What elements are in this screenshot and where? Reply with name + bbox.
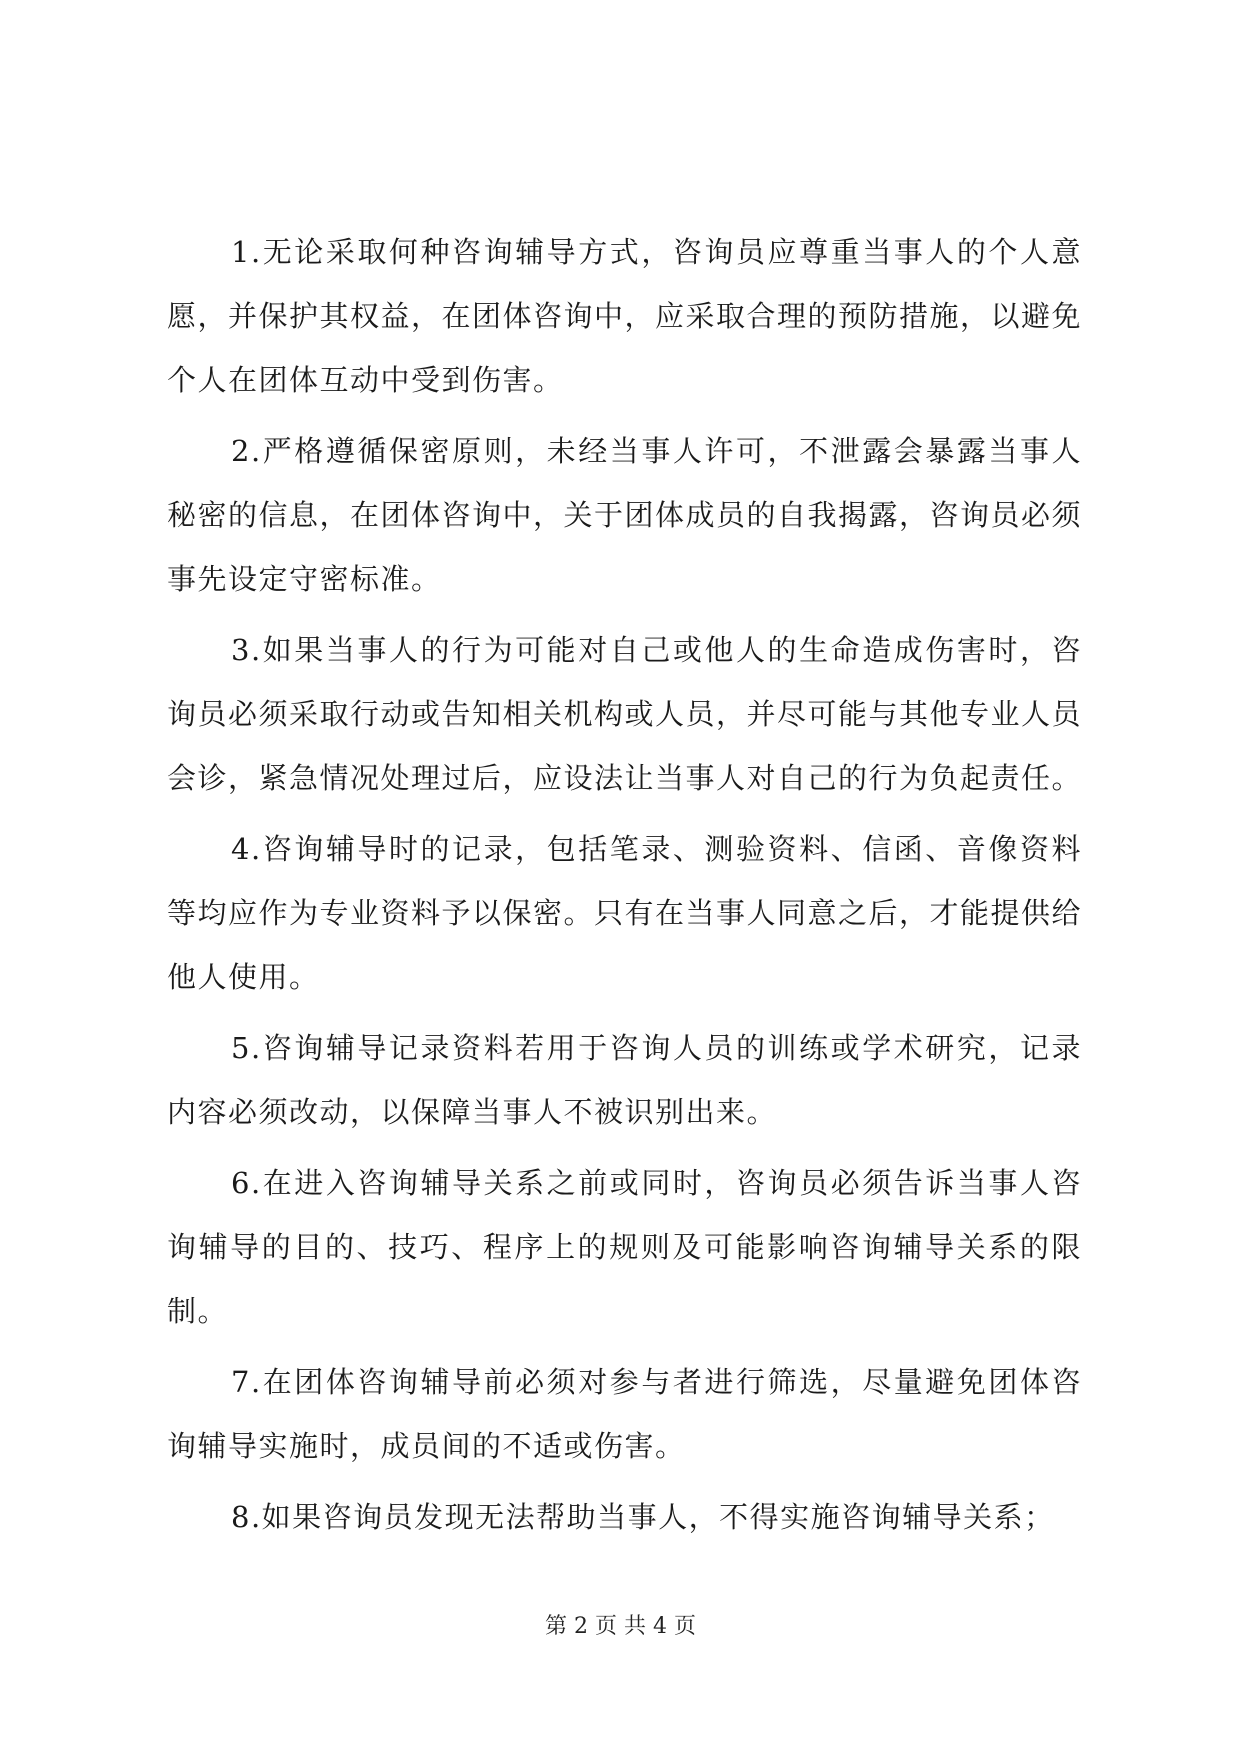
page-number-label: 第 2 页 共 4 页 bbox=[545, 1614, 696, 1639]
paragraph-8: 8.如果咨询员发现无法帮助当事人，不得实施咨询辅导关系； bbox=[231, 1500, 1055, 1534]
paragraph-3: 3.如果当事人的行为可能对自己或他人的生命造成伤害时，咨询员必须采取行动或告知相关机构或人员，并尽可能与其他专业人员会诊，紧急情况处理过后，应设法让当事人对自己的行为负起责任。 bbox=[167, 633, 1083, 795]
paragraph-7: 7.在团体咨询辅导前必须对参与者进行筛选，尽量避免团体咨询辅导实施时，成员间的不适或伤害。 bbox=[167, 1365, 1082, 1463]
paragraph-5: 5.咨询辅导记录资料若用于咨询人员的训练或学术研究，记录内容必须改动，以保障当事人不被识别出来。 bbox=[167, 1031, 1082, 1129]
page-footer bbox=[0, 1612, 1241, 1642]
paragraph-2: 2.严格遵循保密原则，未经当事人许可，不泄露会暴露当事人秘密的信息，在团体咨询中，关于团体成员的自我揭露，咨询员必须事先设定守密标准。 bbox=[167, 434, 1083, 596]
paragraph-1: 1.无论采取何种咨询辅导方式，咨询员应尊重当事人的个人意愿，并保护其权益，在团体咨询中，应采取合理的预防措施，以避免个人在团体互动中受到伤害。 bbox=[167, 235, 1083, 397]
document-body bbox=[167, 220, 1082, 1556]
paragraph-4: 4.咨询辅导时的记录，包括笔录、测验资料、信函、音像资料等均应作为专业资料予以保密。只有在当事人同意之后，才能提供给他人使用。 bbox=[167, 832, 1083, 994]
paragraph-6: 6.在进入咨询辅导关系之前或同时，咨询员必须告诉当事人咨询辅导的目的、技巧、程序上的规则及可能影响咨询辅导关系的限制。 bbox=[167, 1166, 1082, 1328]
